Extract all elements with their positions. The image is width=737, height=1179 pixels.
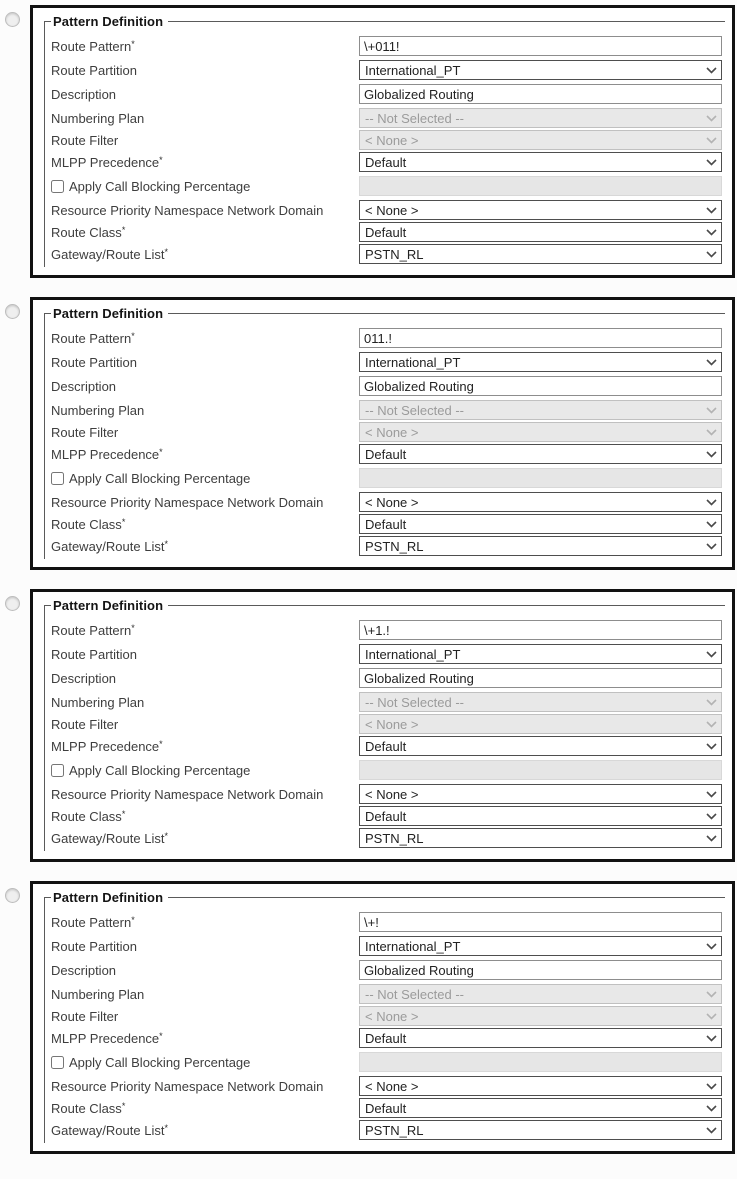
form-row-numbering-plan — [51, 400, 722, 420]
required-marker: * — [121, 808, 126, 819]
form-row-route-pattern — [51, 36, 722, 56]
resource-priority-namespace-selected-value: < None > — [365, 1078, 419, 1094]
route-partition-selected-value: International_PT — [365, 646, 461, 662]
route-pattern-label: Route Pattern* — [51, 914, 135, 930]
gateway-route-list-label: Gateway/Route List* — [51, 1122, 168, 1138]
chevron-down-icon — [706, 1013, 717, 1020]
pattern-definition-fieldset — [44, 890, 725, 1143]
required-marker: * — [164, 830, 168, 841]
form-row-route-class — [51, 222, 722, 242]
chevron-down-icon — [706, 1035, 717, 1042]
pattern-definition-fieldset — [44, 14, 725, 267]
gateway-route-list-selected-value: PSTN_RL — [365, 538, 424, 554]
mlpp-precedence-selected-value: Default — [365, 154, 407, 170]
route-partition-label: Route Partition — [51, 646, 137, 662]
form-row-numbering-plan — [51, 108, 722, 128]
route-class-label: Route Class* — [51, 808, 126, 824]
route-class-selected-value: Default — [365, 224, 407, 240]
chevron-down-icon — [706, 835, 717, 842]
form-row-mlpp-precedence — [51, 1028, 722, 1048]
section-title: Pattern Definition — [53, 306, 164, 321]
form-row-mlpp-precedence — [51, 152, 722, 172]
form-row-route-filter — [51, 130, 722, 150]
mlpp-precedence-select[interactable] — [359, 444, 722, 464]
form-row-gateway-route-list — [51, 828, 722, 848]
chevron-down-icon — [706, 1105, 717, 1112]
apply-call-blocking-checkbox[interactable] — [51, 472, 64, 485]
form-row-route-class — [51, 514, 722, 534]
form-row-gateway-route-list — [51, 536, 722, 556]
numbering-plan-select — [359, 692, 722, 712]
answer-option-1 — [0, 5, 735, 278]
numbering-plan-selected-value: -- Not Selected -- — [365, 110, 464, 126]
section-title: Pattern Definition — [53, 598, 164, 613]
form-row-route-pattern — [51, 912, 722, 932]
form-row-resource-priority-namespace — [51, 1076, 722, 1096]
chevron-down-icon — [706, 543, 717, 550]
route-pattern-label: Route Pattern* — [51, 38, 135, 54]
resource-priority-namespace-selected-value: < None > — [365, 786, 419, 802]
route-filter-label: Route Filter — [51, 1008, 119, 1024]
route-class-select[interactable] — [359, 806, 722, 826]
chevron-down-icon — [706, 791, 717, 798]
route-pattern-input[interactable] — [359, 36, 722, 56]
required-marker: * — [164, 538, 168, 549]
required-marker: * — [131, 914, 135, 925]
numbering-plan-select — [359, 984, 722, 1004]
chevron-down-icon — [706, 499, 717, 506]
route-class-label: Route Class* — [51, 1100, 126, 1116]
description-input[interactable] — [359, 84, 722, 104]
form-row-route-pattern — [51, 620, 722, 640]
pattern-definition-fieldset — [44, 306, 725, 559]
route-partition-selected-value: International_PT — [365, 938, 461, 954]
numbering-plan-label: Numbering Plan — [51, 986, 145, 1002]
gateway-route-list-label: Gateway/Route List* — [51, 830, 168, 846]
gateway-route-list-select[interactable] — [359, 828, 722, 848]
pattern-definition-panel — [30, 297, 735, 570]
answer-option-4 — [0, 881, 735, 1154]
pattern-definition-fieldset — [44, 598, 725, 851]
pattern-definition-panel — [30, 5, 735, 278]
route-filter-selected-value: < None > — [365, 424, 419, 440]
form-row-route-pattern — [51, 328, 722, 348]
route-filter-select — [359, 422, 722, 442]
chevron-down-icon — [706, 229, 717, 236]
mlpp-precedence-select[interactable] — [359, 152, 722, 172]
form-row-route-filter — [51, 1006, 722, 1026]
chevron-down-icon — [706, 521, 717, 528]
gateway-route-list-select[interactable] — [359, 536, 722, 556]
section-title: Pattern Definition — [53, 14, 164, 29]
description-label: Description — [51, 962, 117, 978]
apply-call-blocking-label: Apply Call Blocking Percentage — [51, 1055, 359, 1070]
route-partition-label: Route Partition — [51, 62, 137, 78]
route-filter-select — [359, 130, 722, 150]
gateway-route-list-select[interactable] — [359, 1120, 722, 1140]
numbering-plan-select — [359, 108, 722, 128]
numbering-plan-selected-value: -- Not Selected -- — [365, 694, 464, 710]
form-row-description — [51, 84, 722, 104]
route-filter-selected-value: < None > — [365, 716, 419, 732]
route-class-selected-value: Default — [365, 516, 407, 532]
form-row-route-partition — [51, 352, 722, 372]
description-input[interactable] — [359, 376, 722, 396]
form-row-mlpp-precedence — [51, 736, 722, 756]
chevron-down-icon — [706, 429, 717, 436]
mlpp-precedence-selected-value: Default — [365, 738, 407, 754]
route-partition-select[interactable] — [359, 644, 722, 664]
route-pattern-label: Route Pattern* — [51, 622, 135, 638]
required-marker: * — [159, 446, 163, 457]
route-partition-select[interactable] — [359, 60, 722, 80]
required-marker: * — [159, 1030, 163, 1041]
numbering-plan-label: Numbering Plan — [51, 402, 145, 418]
form-row-route-partition — [51, 936, 722, 956]
form-row-apply-call-blocking — [51, 176, 722, 196]
chevron-down-icon — [706, 67, 717, 74]
required-marker: * — [121, 1100, 126, 1111]
chevron-down-icon — [706, 115, 717, 122]
resource-priority-namespace-label: Resource Priority Namespace Network Domain — [51, 494, 324, 510]
call-blocking-percentage-field-disabled — [359, 760, 722, 780]
chevron-down-icon — [706, 1127, 717, 1134]
form-row-route-class — [51, 1098, 722, 1118]
required-marker: * — [159, 738, 163, 749]
mlpp-precedence-label: MLPP Precedence* — [51, 446, 163, 462]
description-input[interactable] — [359, 960, 722, 980]
description-label: Description — [51, 378, 117, 394]
form-row-description — [51, 960, 722, 980]
form-row-route-filter — [51, 714, 722, 734]
form-row-description — [51, 668, 722, 688]
chevron-down-icon — [706, 359, 717, 366]
route-class-selected-value: Default — [365, 1100, 407, 1116]
form-row-numbering-plan — [51, 984, 722, 1004]
chevron-down-icon — [706, 651, 717, 658]
apply-call-blocking-checkbox[interactable] — [51, 180, 64, 193]
resource-priority-namespace-select[interactable] — [359, 200, 722, 220]
route-partition-select[interactable] — [359, 352, 722, 372]
route-pattern-input[interactable] — [359, 328, 722, 348]
route-partition-label: Route Partition — [51, 938, 137, 954]
route-pattern-input[interactable] — [359, 620, 722, 640]
gateway-route-list-label: Gateway/Route List* — [51, 538, 168, 554]
numbering-plan-label: Numbering Plan — [51, 110, 145, 126]
resource-priority-namespace-label: Resource Priority Namespace Network Domain — [51, 202, 324, 218]
resource-priority-namespace-select[interactable] — [359, 492, 722, 512]
numbering-plan-label: Numbering Plan — [51, 694, 145, 710]
mlpp-precedence-selected-value: Default — [365, 446, 407, 462]
chevron-down-icon — [706, 159, 717, 166]
route-pattern-input[interactable] — [359, 912, 722, 932]
apply-call-blocking-label: Apply Call Blocking Percentage — [51, 763, 359, 778]
form-row-mlpp-precedence — [51, 444, 722, 464]
form-row-apply-call-blocking — [51, 468, 722, 488]
route-class-select[interactable] — [359, 222, 722, 242]
apply-call-blocking-label: Apply Call Blocking Percentage — [51, 179, 359, 194]
route-filter-selected-value: < None > — [365, 132, 419, 148]
call-blocking-percentage-field-disabled — [359, 1052, 722, 1072]
chevron-down-icon — [706, 813, 717, 820]
numbering-plan-selected-value: -- Not Selected -- — [365, 986, 464, 1002]
pattern-definition-panel — [30, 589, 735, 862]
form-row-gateway-route-list — [51, 244, 722, 264]
form-row-resource-priority-namespace — [51, 200, 722, 220]
resource-priority-namespace-selected-value: < None > — [365, 202, 419, 218]
route-class-selected-value: Default — [365, 808, 407, 824]
route-class-label: Route Class* — [51, 516, 126, 532]
route-partition-label: Route Partition — [51, 354, 137, 370]
required-marker: * — [164, 1122, 168, 1133]
gateway-route-list-select[interactable] — [359, 244, 722, 264]
route-filter-select — [359, 1006, 722, 1026]
apply-call-blocking-checkbox[interactable] — [51, 1056, 64, 1069]
route-partition-selected-value: International_PT — [365, 62, 461, 78]
chevron-down-icon — [706, 943, 717, 950]
required-marker: * — [131, 622, 135, 633]
form-row-description — [51, 376, 722, 396]
route-pattern-label: Route Pattern* — [51, 330, 135, 346]
form-row-numbering-plan — [51, 692, 722, 712]
gateway-route-list-label: Gateway/Route List* — [51, 246, 168, 262]
option-radio[interactable] — [5, 888, 20, 903]
gateway-route-list-selected-value: PSTN_RL — [365, 1122, 424, 1138]
form-row-resource-priority-namespace — [51, 784, 722, 804]
chevron-down-icon — [706, 207, 717, 214]
form-row-apply-call-blocking — [51, 760, 722, 780]
chevron-down-icon — [706, 137, 717, 144]
route-filter-label: Route Filter — [51, 132, 119, 148]
mlpp-precedence-select[interactable] — [359, 736, 722, 756]
form-row-route-filter — [51, 422, 722, 442]
option-radio[interactable] — [5, 304, 20, 319]
numbering-plan-selected-value: -- Not Selected -- — [365, 402, 464, 418]
chevron-down-icon — [706, 743, 717, 750]
mlpp-precedence-label: MLPP Precedence* — [51, 1030, 163, 1046]
required-marker: * — [121, 224, 126, 235]
description-input[interactable] — [359, 668, 722, 688]
pattern-definition-panel — [30, 881, 735, 1154]
form-row-gateway-route-list — [51, 1120, 722, 1140]
form-row-route-class — [51, 806, 722, 826]
section-title: Pattern Definition — [53, 890, 164, 905]
resource-priority-namespace-selected-value: < None > — [365, 494, 419, 510]
required-marker: * — [131, 38, 135, 49]
route-class-select[interactable] — [359, 1098, 722, 1118]
call-blocking-percentage-field-disabled — [359, 176, 722, 196]
chevron-down-icon — [706, 1083, 717, 1090]
apply-call-blocking-label: Apply Call Blocking Percentage — [51, 471, 359, 486]
required-marker: * — [164, 246, 168, 257]
mlpp-precedence-label: MLPP Precedence* — [51, 154, 163, 170]
required-marker: * — [121, 516, 126, 527]
option-radio[interactable] — [5, 12, 20, 27]
mlpp-precedence-selected-value: Default — [365, 1030, 407, 1046]
gateway-route-list-selected-value: PSTN_RL — [365, 830, 424, 846]
route-partition-select[interactable] — [359, 936, 722, 956]
route-class-select[interactable] — [359, 514, 722, 534]
route-filter-label: Route Filter — [51, 716, 119, 732]
resource-priority-namespace-label: Resource Priority Namespace Network Domain — [51, 786, 324, 802]
resource-priority-namespace-label: Resource Priority Namespace Network Domain — [51, 1078, 324, 1094]
option-radio[interactable] — [5, 596, 20, 611]
route-filter-select — [359, 714, 722, 734]
mlpp-precedence-label: MLPP Precedence* — [51, 738, 163, 754]
numbering-plan-select — [359, 400, 722, 420]
description-label: Description — [51, 670, 117, 686]
route-class-label: Route Class* — [51, 224, 126, 240]
required-marker: * — [159, 154, 163, 165]
call-blocking-percentage-field-disabled — [359, 468, 722, 488]
description-label: Description — [51, 86, 117, 102]
form-row-resource-priority-namespace — [51, 492, 722, 512]
route-filter-label: Route Filter — [51, 424, 119, 440]
route-filter-selected-value: < None > — [365, 1008, 419, 1024]
form-row-route-partition — [51, 60, 722, 80]
chevron-down-icon — [706, 991, 717, 998]
chevron-down-icon — [706, 721, 717, 728]
answer-option-3 — [0, 589, 735, 862]
chevron-down-icon — [706, 407, 717, 414]
resource-priority-namespace-select[interactable] — [359, 1076, 722, 1096]
chevron-down-icon — [706, 451, 717, 458]
route-partition-selected-value: International_PT — [365, 354, 461, 370]
chevron-down-icon — [706, 251, 717, 258]
form-row-apply-call-blocking — [51, 1052, 722, 1072]
answer-option-2 — [0, 297, 735, 570]
form-row-route-partition — [51, 644, 722, 664]
required-marker: * — [131, 330, 135, 341]
mlpp-precedence-select[interactable] — [359, 1028, 722, 1048]
chevron-down-icon — [706, 699, 717, 706]
gateway-route-list-selected-value: PSTN_RL — [365, 246, 424, 262]
apply-call-blocking-checkbox[interactable] — [51, 764, 64, 777]
resource-priority-namespace-select[interactable] — [359, 784, 722, 804]
